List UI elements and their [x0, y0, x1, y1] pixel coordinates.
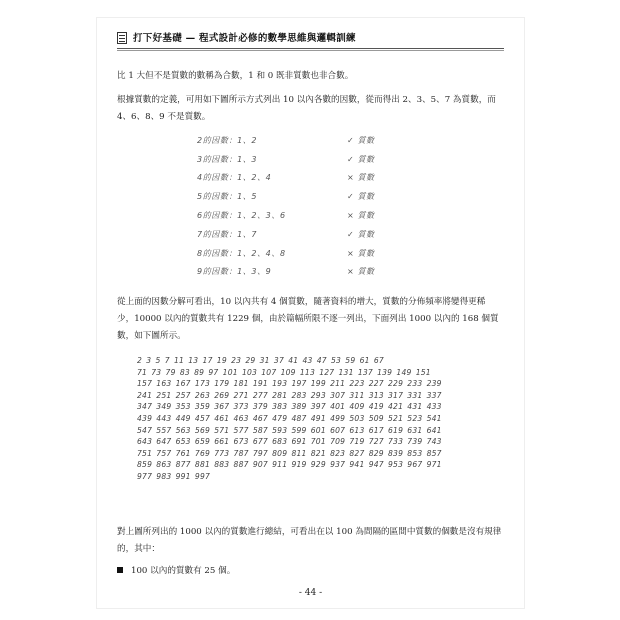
prime-line: 71 73 79 83 89 97 101 103 107 109 113 127 131 137 139 149 151	[137, 367, 431, 377]
paragraph-composite-definition: 比 1 大但不是質數的數稱為合數，1 和 0 既非質數也非合數。	[117, 71, 354, 81]
prime-verdict: × 質數	[347, 173, 375, 183]
prime-line: 859 863 877 881 883 887 907 911 919 929 937 941 947 953 967 971	[137, 460, 442, 470]
prime-line: 241 251 257 263 269 271 277 281 283 293 307 311 313 317 331 337	[137, 390, 442, 400]
prime-verdict: ✓ 質數	[347, 135, 375, 145]
book-page	[97, 18, 524, 608]
factor-list: 7的因數：1、7	[197, 229, 258, 239]
prime-line: 751 757 761 769 773 787 797 809 811 821 823 827 829 839 853 857	[137, 448, 442, 458]
header-title: 打下好基礎 — 程式設計必修的數學思維與邏輯訓練	[133, 33, 356, 44]
paragraph-summary: 對上圖所列出的 1000 以內的質數進行總結，可看出在以 100 為間隔的區間中質數的個數是沒有規律的，其中：	[117, 527, 502, 554]
running-header	[97, 28, 524, 50]
factor-list: 5的因數：1、5	[197, 192, 258, 202]
prime-verdict: ✓ 質數	[347, 192, 375, 202]
factor-row	[197, 244, 417, 263]
prime-verdict: × 質數	[347, 267, 375, 277]
prime-line: 977 983 991 997	[137, 471, 211, 481]
square-bullet-icon	[117, 567, 123, 573]
bullet-item	[117, 564, 235, 576]
prime-verdict: ✓ 質數	[347, 229, 375, 239]
paragraph-prime-distribution: 從上面的因數分解可看出，10 以內共有 4 個質數，隨著資料的增大，質數的分佈頻率將變得更稀少，10000 以內的質數共有 1229 個，由於篇幅所限不逐一列出，下面列出 1000 以內的 168 個質數，如下圖所示。	[117, 297, 499, 341]
document-icon	[117, 32, 127, 44]
factor-list: 6的因數：1、2、3、6	[197, 211, 286, 221]
prime-verdict: × 質數	[347, 211, 375, 221]
paragraph-prime-definition: 根據質數的定義，可用如下圖所示方式列出 10 以內各數的因數，從而得出 2、3、5、7 為質數，而 4、6、8、9 不是質數。	[117, 95, 496, 122]
factor-row	[197, 187, 417, 206]
prime-line: 347 349 353 359 367 373 379 383 389 397 401 409 419 421 431 433	[137, 402, 442, 412]
factor-list: 8的因數：1、2、4、8	[197, 248, 286, 258]
prime-verdict: × 質數	[347, 248, 375, 258]
prime-line: 547 557 563 569 571 577 587 593 599 601 607 613 617 619 631 641	[137, 425, 442, 435]
prime-line: 439 443 449 457 461 463 467 479 487 491 499 503 509 521 523 541	[137, 413, 442, 423]
factor-list: 4的因數：1、2、4	[197, 173, 272, 183]
factor-list: 3的因數：1、3	[197, 154, 258, 164]
header-rule-secondary	[117, 50, 504, 51]
prime-list-1000	[137, 355, 487, 483]
prime-verdict: ✓ 質數	[347, 154, 375, 164]
header-rule	[117, 48, 504, 49]
factor-table	[197, 131, 417, 281]
prime-line: 2 3 5 7 11 13 17 19 23 29 31 37 41 43 47 53 59 61 67	[137, 356, 384, 365]
bullet-text: 100 以內的質數有 25 個。	[131, 566, 236, 576]
factor-row	[197, 225, 417, 244]
factor-row	[197, 206, 417, 225]
prime-line: 157 163 167 173 179 181 191 193 197 199 211 223 227 229 233 239	[137, 379, 442, 389]
factor-row	[197, 263, 417, 282]
prime-line: 643 647 653 659 661 673 677 683 691 701 709 719 727 733 739 743	[137, 437, 442, 447]
factor-list: 9的因數：1、3、9	[197, 267, 272, 277]
factor-row	[197, 169, 417, 188]
factor-row	[197, 131, 417, 150]
factor-row	[197, 150, 417, 169]
page-number: - 44 -	[298, 588, 323, 598]
factor-list: 2的因數：1、2	[197, 135, 258, 145]
